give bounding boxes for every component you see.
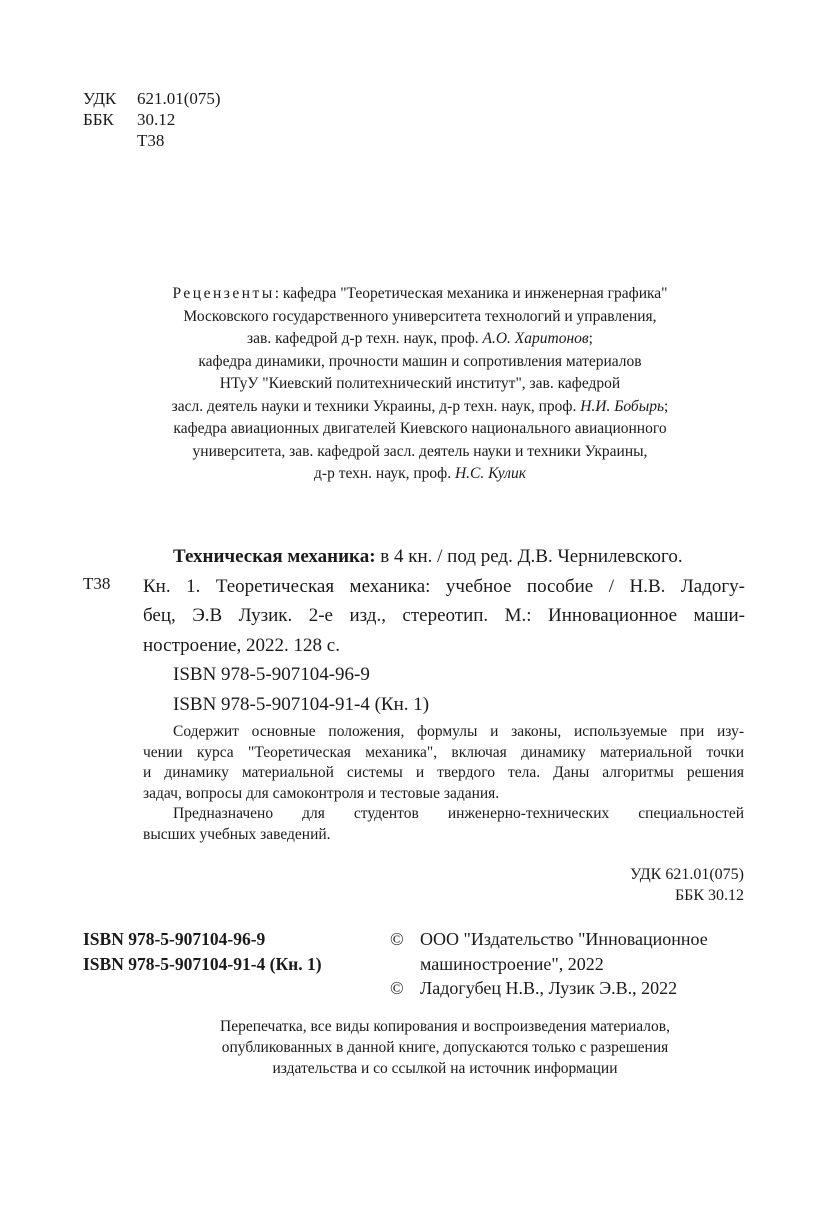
author-mark-side: Т38: [83, 574, 111, 593]
author-mark-row: [83, 130, 221, 151]
annotation-line-1: Содержит основные положения, формулы и законы, используемые при изу-: [173, 723, 744, 740]
reviewers-line-8: университета, зав. кафедрой засл. деятель науки и техники Украины,: [192, 442, 648, 460]
reviewers-line-9: д-р техн. наук, проф.: [314, 465, 452, 482]
footer-isbn-1: ISBN 978-5-907104-96-9: [83, 929, 266, 949]
copyright-block: [390, 927, 708, 1001]
annotation-line-2: чении курса "Теоретическая механика", включая динамику материальной точки: [143, 743, 744, 761]
reviewers-line-1: : кафедра "Теоретическая механика и инженерная графика": [274, 285, 668, 302]
bib-line-4: ностроение, 2022. 128 с.: [143, 634, 340, 656]
author-mark: Т38: [137, 131, 165, 150]
footer-isbn-2: ISBN 978-5-907104-91-4 (Кн. 1): [83, 953, 322, 974]
reviewers-line-3: зав. кафедрой д-р техн. наук, проф.: [247, 330, 479, 347]
bib-isbn-2: ISBN 978-5-907104-91-4 (Кн. 1): [173, 693, 430, 715]
reviewer-name-3: Н.С. Кулик: [454, 465, 526, 482]
reviewers-line-5: НТуУ "Киевский политехнический институт", зав. кафедрой: [219, 375, 621, 392]
bib-isbn-1: ISBN 978-5-907104-96-9: [173, 664, 370, 685]
reviewer-name-2: Н.И. Бобырь: [580, 397, 665, 415]
annotation-line-4: задач, вопросы для самоконтроля и тестовые задания.: [143, 784, 500, 802]
bbk-label: ББК: [83, 110, 114, 129]
footer-udk: УДК 621.01(075): [630, 866, 744, 883]
reviewers-line-6-end: ;: [664, 397, 669, 415]
reviewers-line-2: Московского государственного университета технологий и управления,: [183, 307, 657, 325]
notice-line-1: Перепечатка, все виды копирования и воспроизведения материалов,: [220, 1018, 670, 1035]
reviewers-line-7: кафедра авиационных двигателей Киевского национального авиационного: [173, 420, 667, 437]
reviewers-line-3-end: ;: [588, 330, 593, 347]
reviewers-line-4: кафедра динамики, прочности машин и сопротивления материалов: [198, 352, 642, 370]
annotation-block: [143, 722, 744, 845]
copyright-icon: ©: [390, 978, 404, 998]
copyright-publisher-line-2: машиностроение", 2022: [420, 953, 604, 974]
annotation-line-6: высших учебных заведений.: [143, 825, 331, 843]
annotation-line-3: и динамику материальной системы и твердого тела. Даны алгоритмы решения: [143, 764, 744, 781]
udk-row: [83, 88, 221, 109]
copyright-authors: Ладогубец Н.В., Лузик Э.В., 2022: [420, 978, 678, 998]
reprint-notice: [140, 1016, 750, 1079]
copyright-publisher-line-1: ООО "Издательство "Инновационное: [420, 929, 708, 949]
reviewers-line-6: засл. деятель науки и техники Украины, д-р техн. наук, проф.: [171, 397, 577, 415]
reviewers-block: [110, 283, 730, 486]
footer-bbk: ББК 30.12: [674, 887, 744, 904]
reviewers-label: Рецензенты: [172, 285, 275, 302]
bib-line-2: Кн. 1. Теоретическая механика: учебное пособие / Н.В. Ладогу-: [143, 575, 745, 597]
udk-value: 621.01(075): [137, 89, 221, 108]
footer-classification: [630, 864, 744, 906]
bibliographic-block: [143, 542, 745, 719]
copyright-icon: ©: [390, 929, 404, 949]
classification-block: [83, 88, 221, 151]
reviewer-name-1: А.О. Харитонов: [482, 330, 589, 347]
book-title: Техническая механика:: [173, 546, 376, 567]
bib-line-3: бец, Э.В Лузик. 2-е изд., стереотип. М.: Инновационное маши-: [143, 605, 745, 626]
bbk-value: 30.12: [137, 110, 176, 129]
notice-line-2: опубликованных в данной книге, допускаются только с разрешения: [221, 1039, 669, 1056]
bbk-row: [83, 109, 221, 130]
notice-line-3: издательства и со ссылкой на источник информации: [272, 1060, 618, 1077]
bib-line-1: в 4 кн. / под ред. Д.В. Чернилевского.: [380, 546, 683, 567]
footer-isbn-block: [83, 927, 322, 976]
udk-label: УДК: [83, 89, 117, 108]
annotation-line-5: Предназначено для студентов инженерно-технических специальностей: [173, 805, 744, 822]
